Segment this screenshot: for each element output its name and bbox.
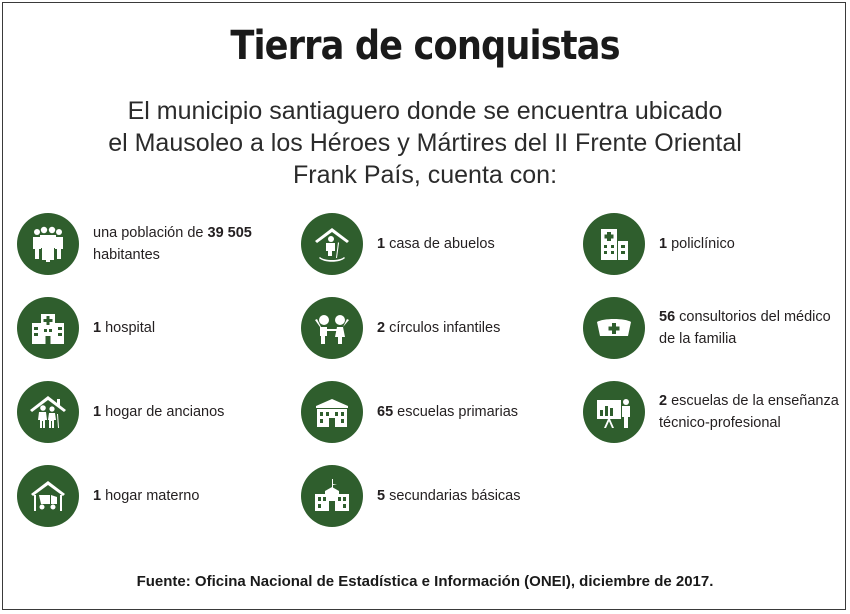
high-school-icon <box>301 465 363 527</box>
item-number: 5 <box>377 488 386 504</box>
page-title: Tierra de conquistas <box>230 23 620 69</box>
infographic-frame <box>2 2 846 610</box>
item-label <box>377 317 557 339</box>
item-prefix: una población de <box>93 225 208 241</box>
nurse-cap-icon <box>583 297 645 359</box>
item-casa-abuelos <box>301 213 557 275</box>
item-text: consultorios del médico de la familia <box>659 309 831 347</box>
item-number: 1 <box>93 488 102 504</box>
item-label <box>659 306 839 350</box>
item-label <box>659 390 839 434</box>
subtitle-line-3: Frank País, cuenta con: <box>292 161 558 189</box>
elderly-house-icon <box>301 213 363 275</box>
item-number: 2 <box>659 393 668 409</box>
hospital-icon <box>17 297 79 359</box>
item-label <box>93 401 273 423</box>
item-population <box>17 213 273 275</box>
item-number: 39 505 <box>207 225 252 241</box>
item-label <box>659 233 839 255</box>
item-circulos-infantiles <box>301 297 557 359</box>
item-hogar-ancianos <box>17 381 273 443</box>
item-number: 56 <box>659 309 676 325</box>
subtitle-line-2: el Mausoleo a los Héroes y Mártires del II Frente Oriental <box>108 129 742 157</box>
item-label <box>93 317 273 339</box>
item-text: casa de abuelos <box>385 236 495 252</box>
school-icon <box>301 381 363 443</box>
polyclinic-icon <box>583 213 645 275</box>
item-escuelas-primarias <box>301 381 557 443</box>
item-consultorios <box>583 297 839 359</box>
item-policlinico <box>583 213 839 275</box>
people-icon <box>17 213 79 275</box>
item-number: 1 <box>659 236 668 252</box>
item-text: hogar de ancianos <box>101 404 225 420</box>
item-text: policlínico <box>667 236 735 252</box>
item-text: secundarias básicas <box>385 488 521 504</box>
item-label <box>93 222 273 266</box>
elderly-home-icon <box>17 381 79 443</box>
item-number: 65 <box>377 404 394 420</box>
item-label <box>377 485 557 507</box>
item-text: hospital <box>101 320 156 336</box>
subtitle-line-1: El municipio santiaguero donde se encuentra ubicado <box>127 97 723 125</box>
item-hogar-materno <box>17 465 273 527</box>
item-text: escuelas primarias <box>393 404 519 420</box>
item-text: habitantes <box>93 247 160 263</box>
item-label <box>93 485 273 507</box>
item-escuelas-tecnico <box>583 381 839 443</box>
item-number: 1 <box>377 236 386 252</box>
item-text: círculos infantiles <box>385 320 501 336</box>
item-number: 1 <box>93 320 102 336</box>
item-text: hogar materno <box>101 488 200 504</box>
item-text: escuelas de la enseñanza técnico-profesional <box>659 393 839 431</box>
item-number: 1 <box>93 404 102 420</box>
stroller-house-icon <box>17 465 79 527</box>
subtitle <box>3 95 847 191</box>
children-icon <box>301 297 363 359</box>
item-label <box>377 401 557 423</box>
teacher-board-icon <box>583 381 645 443</box>
source-note: Fuente: Oficina Nacional de Estadística e Información (ONEI), diciembre de 2017. <box>136 573 714 590</box>
item-secundarias-basicas <box>301 465 557 527</box>
item-hospital <box>17 297 273 359</box>
item-number: 2 <box>377 320 386 336</box>
item-label <box>377 233 557 255</box>
